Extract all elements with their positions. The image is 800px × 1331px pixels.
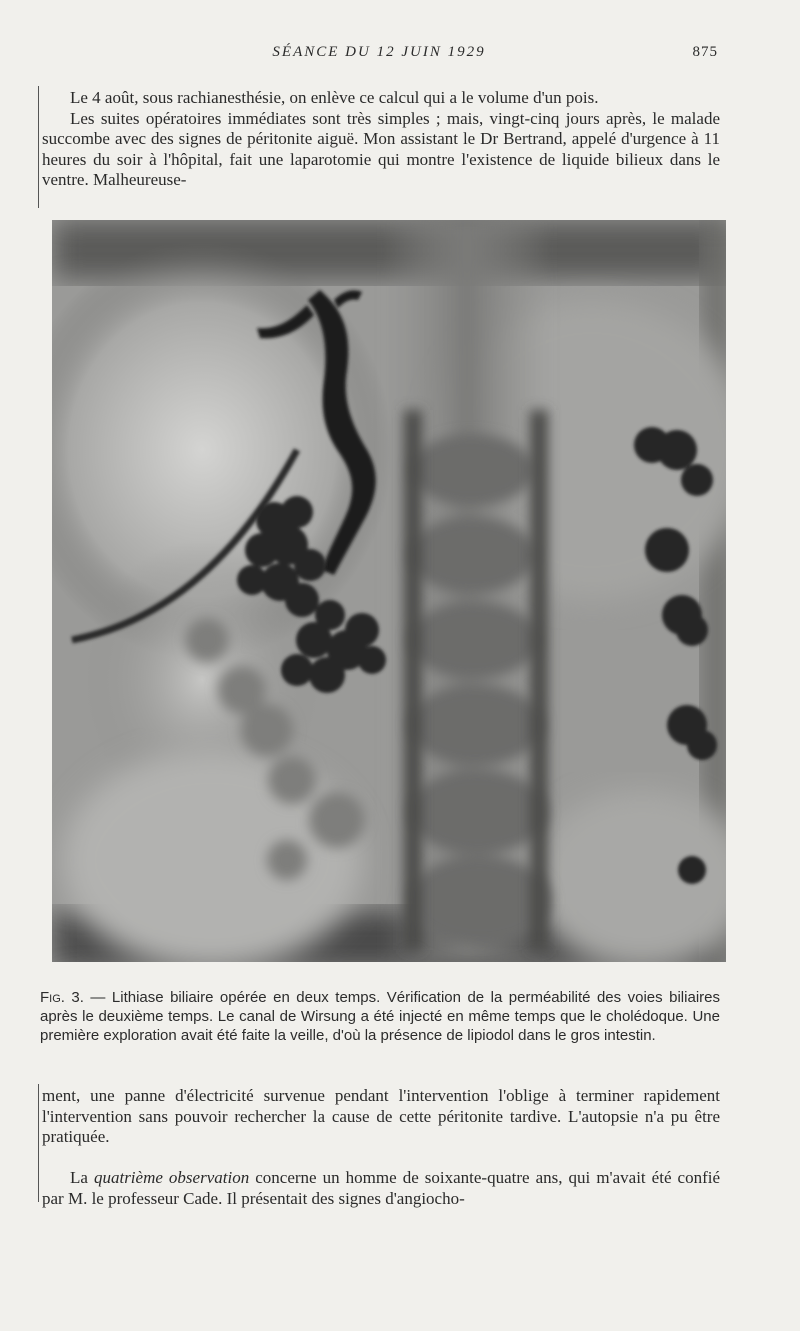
page-header [40, 44, 718, 66]
running-title: SÉANCE DU 12 JUIN 1929 [272, 44, 486, 60]
last-paragraph-text: concerne un homme de soixante-quatre ans, qui m'avait été confié par M. le professeur Cade. Il présentait des signes d'angiocho- [42, 1168, 720, 1208]
margin-mark [38, 86, 39, 208]
figure-caption-text: — Lithiase biliaire opérée en deux temps. Vérification de la perméabilité des voies biliaires après le deuxième temps. Le canal de Wirsung a été injecté en même temps que le cholédoque. Une première exploration avait été faite la veille, d'où la présence de lipiodol dans le gros intestin. [40, 989, 720, 1044]
radiograph-figure [52, 220, 726, 962]
last-paragraph [42, 1168, 720, 1209]
last-paragraph-prefix: La [70, 1168, 94, 1187]
top-paragraph-text: Les suites opératoires immédiates sont très simples ; mais, vingt-cinq jours après, le malade succombe avec des signes de péritonite aiguë. Mon assistant le Dr Bertrand, appelé d'urgence à 11 heures du soir à l'hôpital, fait une laparotomie qui montre l'existence de liquide bilieux dans le ventre. Malheureuse- [42, 108, 720, 189]
bottom-paragraph-text: ment, une panne d'électricité survenue pendant l'intervention l'oblige à terminer rapidement l'intervention sans pouvoir rechercher la cause de cette péritonite tardive. L'autopsie n'a pu être pratiquée. [42, 1086, 720, 1146]
top-paragraph-line1: Le 4 août, sous rachianesthésie, on enlève ce calcul qui a le volume d'un pois. [70, 88, 599, 107]
last-paragraph-emphasis: quatrième observation [93, 1168, 250, 1187]
radiograph-image [52, 220, 726, 962]
page-number: 875 [692, 44, 718, 60]
figure-caption [40, 988, 720, 1045]
top-paragraph [42, 88, 720, 191]
bottom-paragraph [42, 1086, 720, 1148]
margin-mark [38, 1084, 39, 1202]
figure-label: Fig. 3. [40, 989, 84, 1006]
